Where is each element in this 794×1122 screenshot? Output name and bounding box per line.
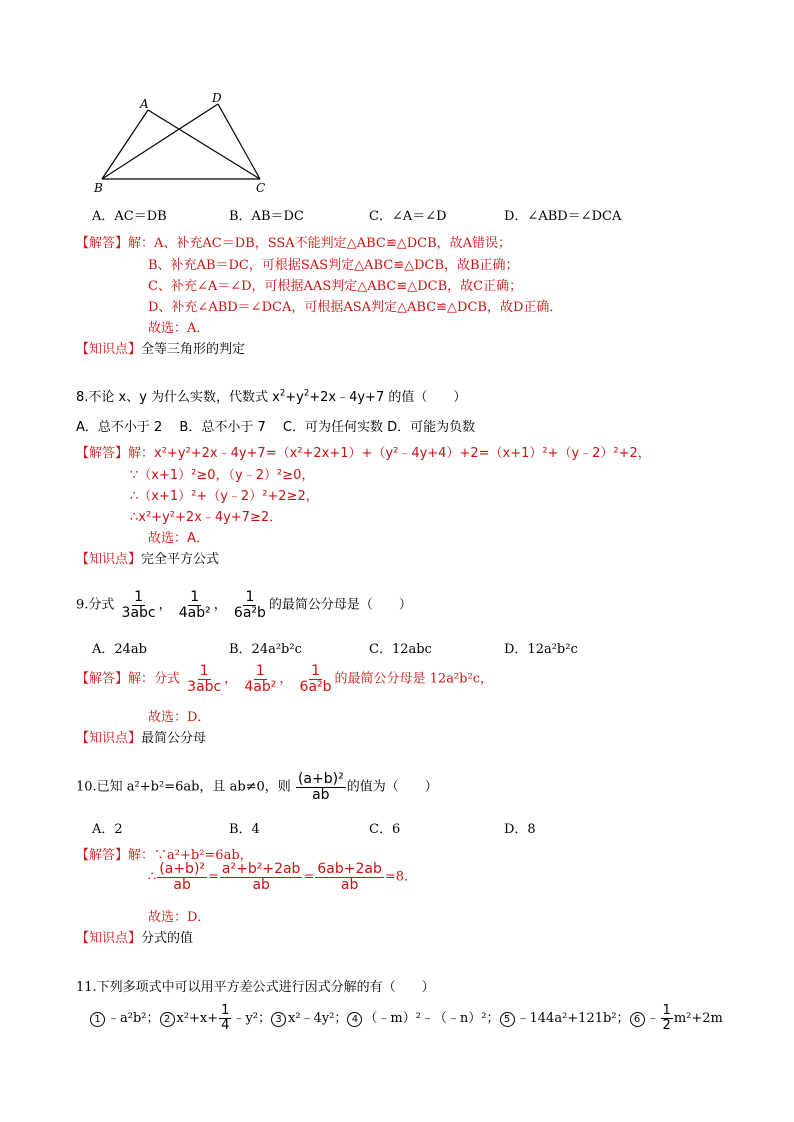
q9-answer-suffix: 的最简公分母是 12a²b²c， bbox=[334, 671, 493, 687]
q10-eq-fraction-3 bbox=[315, 862, 383, 892]
q10-eq-f2-den: ab bbox=[252, 876, 270, 893]
q11-mark-6: 6 bbox=[630, 1012, 645, 1027]
q7-option-c: C．∠A＝∠D bbox=[369, 209, 447, 224]
q10-answer-choice: 故选：D． bbox=[148, 910, 211, 925]
q9-ans-frac1-num: 1 bbox=[199, 663, 209, 679]
q11-item-2 bbox=[160, 1003, 272, 1033]
q9-frac2-num: 1 bbox=[190, 589, 200, 605]
q11-item-4-text: （﹣m）²﹣（﹣n）²； bbox=[364, 1010, 500, 1026]
q7-option-d: D．∠ABD＝∠DCA bbox=[504, 209, 622, 224]
q10-eq-f3-num: 6ab+2ab bbox=[317, 861, 382, 877]
q10-frac-num: (a+b)² bbox=[297, 771, 344, 787]
q10-answer-equation: ∴ $\frac{\text{(a+b)²}}{ab}$ = $\frac{\text{a²+b²+2ab}}{ab}$ = $\frac{6ab+2ab}{ab}$ =8． bbox=[148, 861, 418, 893]
q11-item-5 bbox=[500, 1011, 630, 1026]
q9-frac2-den: 4ab² bbox=[178, 604, 211, 621]
q7-answer-line2: B、补充AB＝DC，可根据SAS判定△ABC≌△DCB，故B正确； bbox=[148, 258, 519, 273]
q9-fraction-1 bbox=[120, 590, 158, 620]
q7-knowledge-tag: 【知识点】 bbox=[76, 342, 142, 357]
q10-stem-prefix: 10.已知 a²+b²=6ab，且 ab≠0，则 bbox=[76, 779, 291, 795]
q9-frac3-num: 1 bbox=[245, 589, 255, 605]
triangle-figure bbox=[90, 92, 280, 194]
q9-stem: 9.分式 $\frac{1}{\text{3abc}}$ ， $\frac{1}{\text{4ab²}}$ ， $\frac{1}{\text{6a²b}}$ 的最简公分母是（ ） bbox=[76, 589, 412, 621]
q7-knowledge-text: 全等三角形的判定 bbox=[141, 342, 246, 357]
q10-option-c: C．6 bbox=[369, 822, 401, 837]
q11-items bbox=[90, 1004, 723, 1032]
q9-frac1-den: 3abc bbox=[121, 604, 156, 621]
q11-item-2-after: ﹣y²； bbox=[232, 1010, 272, 1026]
q10-knowledge-tag: 【知识点】 bbox=[76, 931, 142, 946]
q11-mark-1: 1 bbox=[90, 1012, 105, 1027]
q11-frac2-num: 1 bbox=[221, 1003, 230, 1018]
q10-frac-den: ab bbox=[312, 786, 330, 803]
q10-eq-fraction-2 bbox=[220, 862, 303, 892]
label-b: B bbox=[94, 181, 103, 194]
q11-item-4 bbox=[347, 1011, 499, 1026]
q11-frac6-num: 1 bbox=[662, 1003, 671, 1018]
q11-item-6-text: ﹣ bbox=[646, 1010, 660, 1026]
q7-answer-line4: D、补充∠ABD＝∠DCA，可根据ASA判定△ABC≌△DCB，故D正确． bbox=[148, 300, 563, 315]
q8-knowledge-text: 完全平方公式 bbox=[141, 552, 220, 567]
q9-fraction-3 bbox=[232, 590, 268, 620]
q9-answer-fraction-3 bbox=[298, 664, 334, 694]
q10-eq-f1-num: (a+b)² bbox=[159, 861, 206, 877]
q8-knowledge-tag: 【知识点】 bbox=[76, 552, 142, 567]
q10-option-d: D．8 bbox=[504, 822, 536, 837]
q9-option-c: C．12abc bbox=[369, 642, 432, 657]
q9-answer-fraction-1 bbox=[185, 664, 223, 694]
q8-answer-tag: 【解答】 bbox=[76, 446, 129, 461]
q10-eq-fraction-1 bbox=[157, 862, 207, 892]
q8-knowledge bbox=[76, 548, 219, 567]
q9-answer-line1: 【解答】解：分式 $\frac{1}{\text{3abc}}$ ， $\frac{1}{\text{4ab²}}$ ， $\frac{1}{\text{6a²b}}$ 的最简公分母是 12a²b²c， bbox=[76, 663, 493, 695]
q8-options: A．总不小于 2 B．总不小于 7 C．可为任何实数 D．可能为负数 bbox=[76, 420, 476, 435]
q11-mark-5: 5 bbox=[500, 1012, 515, 1027]
q9-frac1-num: 1 bbox=[134, 589, 144, 605]
q11-frac2-den: 4 bbox=[221, 1017, 230, 1033]
q11-item-6 bbox=[630, 1003, 723, 1033]
q11-stem: 11.下列多项式中可以用平方差公式进行因式分解的有（ ） bbox=[76, 980, 435, 995]
q7-option-b: B．AB＝DC bbox=[229, 209, 304, 224]
q9-answer-tag: 【解答】 bbox=[76, 671, 129, 687]
q11-item-2-fraction bbox=[219, 1004, 231, 1032]
q11-mark-2: 2 bbox=[160, 1012, 175, 1027]
q9-answer-choice: 故选：D． bbox=[148, 710, 211, 725]
q8-answer-line1 bbox=[76, 442, 651, 461]
q9-knowledge-tag: 【知识点】 bbox=[76, 731, 142, 746]
q9-ans-frac3-den: 6a²b bbox=[299, 678, 332, 695]
q9-stem-prefix: 9.分式 bbox=[76, 597, 115, 613]
q9-knowledge-text: 最简公分母 bbox=[141, 731, 207, 746]
q10-stem-suffix: 的值为（ ） bbox=[346, 779, 438, 795]
q9-answer-fraction-2 bbox=[242, 664, 278, 694]
q11-item-3 bbox=[271, 1011, 347, 1026]
q9-option-b: B．24a²b²c bbox=[229, 642, 302, 657]
q10-stem bbox=[76, 772, 438, 802]
q9-option-a: A．24ab bbox=[92, 642, 148, 657]
q9-option-d: D．12a²b²c bbox=[504, 642, 578, 657]
q7-answer-choice: 故选：A． bbox=[148, 321, 210, 336]
q11-item-6-fraction bbox=[661, 1004, 673, 1032]
q9-frac3-den: 6a²b bbox=[233, 604, 266, 621]
q10-eq-f3-den: ab bbox=[340, 876, 359, 893]
label-d: D bbox=[212, 92, 222, 105]
q10-option-b: B．4 bbox=[229, 822, 260, 837]
q10-eq-f2-num: a²+b²+2ab bbox=[221, 861, 301, 877]
q9-fraction-2 bbox=[177, 590, 213, 620]
q9-ans-frac2-den: 4ab² bbox=[244, 678, 277, 695]
q10-therefore: ∴ bbox=[148, 869, 157, 885]
q8-answer-line2: ∵（x+1）²≥0，（y﹣2）²≥0， bbox=[130, 468, 315, 483]
q10-eq-f1-den: ab bbox=[173, 876, 191, 893]
q10-option-a: A．2 bbox=[92, 822, 123, 837]
q10-answer-text: 解：∵a²+b²=6ab， bbox=[128, 848, 253, 863]
q8-answer-line4: ∴x²+y²+2x﹣4y+7≥2． bbox=[130, 510, 283, 525]
q10-knowledge bbox=[76, 927, 193, 946]
q8-stem: 8.不论 x、y 为什么实数，代数式 $x^2+y^2+2x﹣4y+7$ 的值（ ） bbox=[76, 387, 467, 405]
q11-mark-3: 3 bbox=[271, 1012, 286, 1027]
q10-knowledge-text: 分式的值 bbox=[141, 931, 194, 946]
q7-answer-line1 bbox=[76, 232, 511, 251]
q11-item-3-text: x²﹣4y²； bbox=[288, 1010, 348, 1026]
q11-mark-4: 4 bbox=[347, 1012, 362, 1027]
q9-answer-prefix: 解：分式 bbox=[128, 671, 181, 687]
q9-stem-suffix: 的最简公分母是（ ） bbox=[268, 597, 412, 613]
q11-item-5-text: ﹣144a²+121b²； bbox=[516, 1010, 630, 1026]
q8-answer-line3: ∴（x+1）²+（y﹣2）²+2≥2， bbox=[130, 489, 319, 504]
q7-answer-text: 解：A、补充AC＝DB，SSA不能判定△ABC≌△DCB，故A错误； bbox=[128, 236, 512, 251]
q7-knowledge bbox=[76, 338, 245, 357]
q9-ans-frac2-num: 1 bbox=[255, 663, 265, 679]
q9-knowledge bbox=[76, 727, 206, 746]
q9-ans-frac1-den: 3abc bbox=[187, 678, 222, 695]
q11-item-2-text: x²+x+ bbox=[176, 1010, 219, 1026]
q11-item-1 bbox=[90, 1011, 160, 1026]
q7-answer-tag: 【解答】 bbox=[76, 236, 129, 251]
q7-answer-line3: C、补充∠A＝∠D，可根据AAS判定△ABC≌△DCB，故C正确； bbox=[148, 279, 523, 294]
q8-stem-post: +2x﹣4y+7 的值（ ） bbox=[309, 390, 467, 405]
q8-stem-pre: 8.不论 x、y 为什么实数，代数式 x bbox=[76, 390, 280, 405]
q10-fraction bbox=[296, 772, 346, 802]
q8-answer-text: 解：x²+y²+2x﹣4y+7=（x²+2x+1）+（y²﹣4y+4）+2=（x+1）²+（y﹣2）²+2， bbox=[128, 446, 651, 461]
q11-item-6-after: m²+2m bbox=[673, 1010, 723, 1026]
q8-answer-choice: 故选：A． bbox=[148, 531, 209, 546]
q11-item-1-text: ﹣a²b²； bbox=[107, 1010, 160, 1026]
q10-eq-result: =8． bbox=[384, 869, 418, 885]
label-a: A bbox=[140, 97, 149, 111]
q10-answer-tag: 【解答】 bbox=[76, 848, 129, 863]
label-c: C bbox=[256, 181, 266, 194]
q7-option-a: A．AC＝DB bbox=[92, 209, 167, 224]
q11-frac6-den: 2 bbox=[662, 1017, 671, 1033]
q9-ans-frac3-num: 1 bbox=[311, 663, 320, 679]
